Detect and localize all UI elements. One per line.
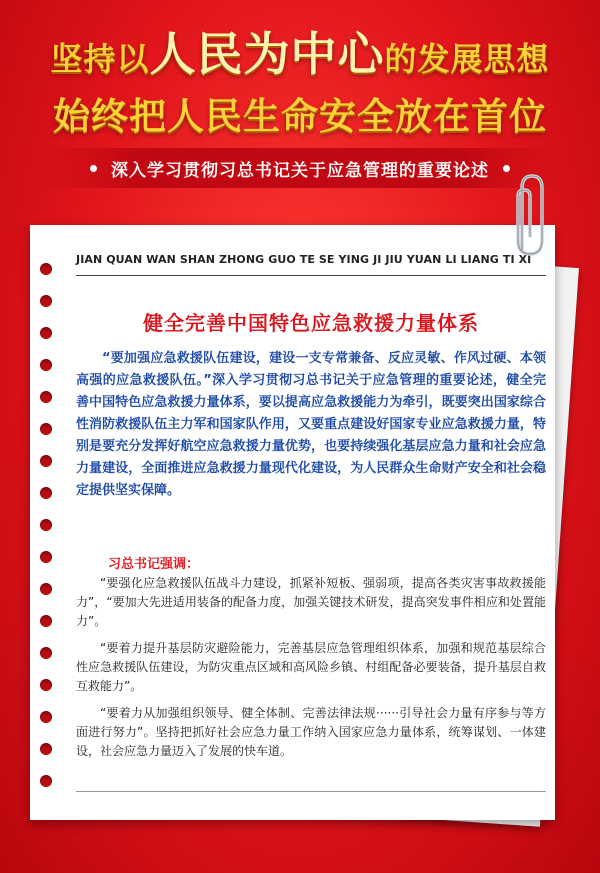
binder-hole [40, 423, 52, 435]
headline-line-1 [0, 18, 600, 84]
binder-hole [40, 455, 52, 467]
headline-line-1-emphasis: 人民为中心 [149, 27, 385, 81]
bullet-dot-icon [90, 165, 97, 172]
subtitle-bar [40, 148, 560, 188]
binder-hole [40, 615, 52, 627]
binder-hole [40, 519, 52, 531]
binder-hole [40, 551, 52, 563]
binder-hole [40, 295, 52, 307]
binder-hole [40, 583, 52, 595]
binder-hole [40, 775, 52, 787]
binder-hole [40, 647, 52, 659]
subtitle: 深入学习贯彻习总书记关于应急管理的重要论述 [111, 160, 489, 181]
binder-hole [40, 679, 52, 691]
binder-hole [40, 487, 52, 499]
binder-hole [40, 711, 52, 723]
binder-hole [40, 391, 52, 403]
quotes-list [76, 574, 546, 769]
intro-paragraph: “要加强应急救援队伍建设，建设一支专常兼备、反应灵敏、作风过硬、本领高强的应急救援队伍。”深入学习贯彻习总书记关于应急管理的重要论述，健全完善中国特色应急救援力量体系，要以提高应急救援能力为牵引，既要突出国家综合性消防救援队伍主力军和国家队作用，又要重点建设好国家专业应急救援力量，特别是要充分发挥好航空应急救援力量优势，也要持续强化基层应急力量和社会应急力量建设，全面推进应急救援力量现代化建设，为人民群众生命财产安全和社会稳定提供坚实保障。 [76, 351, 546, 498]
binder-hole [40, 327, 52, 339]
divider [76, 791, 546, 792]
pinyin-title: JIAN QUAN WAN SHAN ZHONG GUO TE SE YING JI JIU YUAN LI LIANG TI XI [76, 253, 532, 266]
quote-paragraph: “要着力提升基层防灾避险能力，完善基层应急管理组织体系，加强和规范基层综合性应急救援队伍建设，为防灾重点区域和高风险乡镇、村组配备必要装备，提升基层自救互救能力”。 [76, 641, 546, 693]
divider [76, 275, 546, 276]
quote-paragraph: “要强化应急救援队伍战斗力建设，抓紧补短板、强弱项，提高各类灾害事故救援能力”，“要加大先进适用装备的配备力度，加强关键技术研发，提高突发事件相应和处置能力”。 [76, 576, 546, 628]
card-title: 健全完善中国特色应急救援力量体系 [143, 311, 479, 335]
quote-paragraph: “要着力从加强组织领导、健全体制、完善法律法规······引导社会力量有序参与等方面进行努力”。坚持把抓好社会应急力量工作纳入国家应急力量体系，统筹谋划、一体建设，社会应急力量迈入了发展的快车道。 [76, 706, 546, 758]
binder-hole [40, 263, 52, 275]
paperclip-icon [508, 170, 548, 260]
notebook-card [30, 225, 555, 820]
headline-line-1-prefix: 坚持以 [50, 40, 150, 78]
binder-hole [40, 359, 52, 371]
headline-line-1-suffix: 的发展思想 [384, 40, 550, 78]
headline-line-2: 始终把人民生命安全放在首位 [53, 95, 547, 138]
emphasis-heading: 习总书记强调： [108, 557, 200, 572]
binder-hole [40, 743, 52, 755]
